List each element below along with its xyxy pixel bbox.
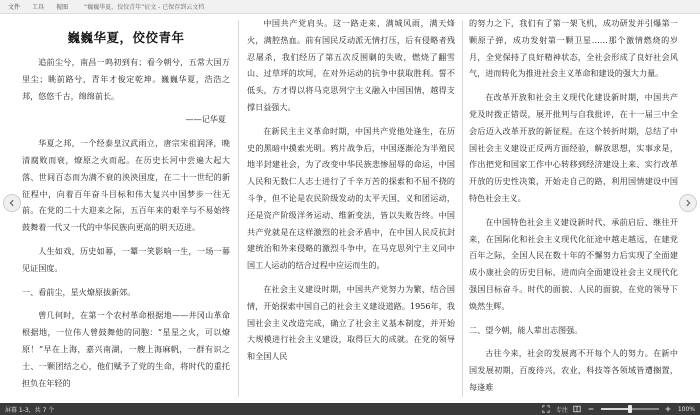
column-divider <box>238 20 239 397</box>
menu-view[interactable]: 视图 <box>56 4 69 11</box>
article-title: 巍巍华夏，佼佼青年 <box>67 30 185 45</box>
paragraph: 人生如戏，历史如幕，一颦一笑影响一生，一场一幕见证国度。 <box>22 245 230 273</box>
paragraph: 在改革开放和社会主义现代化建设新时期，中国共产党及时拨正错误，展开批判与自我批评，在十一届三中全会后迈入改革开放的新征程。在这个转折时期，总结了中国社会主义建设正反两方面经验，解放思想，实事求是，作出把党和国家工作中心转移到经济建设上来、实行改革开放的历史性决策，开始走自己的路，利用国情建设中国特色社会主义。 <box>469 92 678 203</box>
paragraph: 曾几何时，在第一个农村革命根据地——井冈山革命根据地，一位伟人曾鼓舞他的同胞：“星星之火，可以燎原！”早在上海，嘉兴南湖，一艘上海麻帆，一群有识之士、一颗团结之心，他们赋予了党的生命，将时代的重托担负在年轻的 <box>22 310 230 388</box>
status-bar <box>0 403 700 415</box>
chevron-right-icon <box>684 199 692 207</box>
next-page-button[interactable] <box>679 194 697 212</box>
page-layout-icon[interactable] <box>573 405 582 414</box>
paragraph: 追前尘兮，南昌一鸣初到有；看今朝兮，五常大国万里尘；眺前路兮，青年才俊定乾坤。巍巍华夏，浩浩之邦，悠悠千古，绵绵前长。 <box>22 57 230 101</box>
zoom-level[interactable]: 100% <box>677 405 695 413</box>
zoom-in-icon[interactable] <box>664 405 673 414</box>
zoom-slider-fill <box>601 408 630 410</box>
reading-area <box>0 14 700 403</box>
zoom-slider[interactable] <box>601 408 659 410</box>
document-title: “巍巍华夏，佼佼青年”征文 - 已保存到云文档 <box>84 4 205 11</box>
page-column-3 <box>469 14 678 403</box>
page-column-1 <box>22 14 230 403</box>
paragraph: 古往今来，社会的发展离不开每个人的努力。在新中国发展初期，百废待兴，农业，科技等各领域皆遭搁置，每逢难 <box>469 348 678 392</box>
paragraph: 在社会主义建设时期，中国共产党努力为繁，结合国情，开始探索中国自己的社会主义建设道路。1956年，我国社会主义改造完成，确立了社会主义基本制度，并开始大规模进行社会主义建设，取得巨大的成就。在党的领导和全国人民 <box>247 283 455 362</box>
zoom-out-icon[interactable] <box>587 405 596 414</box>
paragraph: 在新民主主义革命时期，中国共产党他处逢生，在历史的黑暗中摸索光明。鸦片战争后，中国逐渐沦为半殖民地半封建社会，为了改变中华民族悲惨屈辱的命运，中国人民和无数仁人志士进行了千辛万苦的探索和不屈不挠的斗争，但不论是农民阶级发动的太平天国、义和团运动，还是资产阶级洋务运动、维新变法，皆以失败告终。中国共产党就是在这样激烈的社会矛盾中，在中国人民反抗封建统治和外来侵略的激烈斗争中，在马克思列宁主义同中国工人运动的结合过程中应运而生的。 <box>247 125 455 271</box>
paragraph: 华夏之邦，一个经泰皇汉武雨立，唐宗宋祖润泽，晚清腐败而衰，燎原之火而起。在历史长河中尝遍大起大落、世间百态而为满不衰的泱泱国度，在二十一世纪的新征程中，向着百年奋斗目标和伟大复兴中国梦步一往无前。在党的二十大迎来之际，五百年来的艰辛与不易始终鼓舞着一代又一代的中华民族向更高的明天迈进。 <box>22 138 230 233</box>
previous-page-button[interactable] <box>3 194 21 212</box>
byline: ——记华夏 <box>185 114 226 125</box>
paragraph: 中国共产党肩头。这一路走来，满城风雨，满天烽火，满腔热血。前有国民反动派无情打压，后有侵略者残忍屠杀，我们经历了第五次反围剿的失败，燃烧了翻雪山、过草坪的坎坷，在对外运动的抗争中获取胜利。誓不低头，方才得以将马克思列宁主义融入中国国情，越得支撑日益强大。 <box>247 18 455 112</box>
paragraph: 在中国特色社会主义建设新时代，承前启后、继往开来，在国际化和社会主义现代化征途中越走越远，在建党百年之际，全国人民在数十年的不懈努力后实现了全面建成小康社会的历史目标，进而向全面建设社会主义现代化强国目标奋斗。时代的面貌、人民的面貌，在党的领导下焕然生辉。 <box>469 216 678 311</box>
menu-tools[interactable]: 工具 <box>32 4 45 11</box>
zoom-slider-handle[interactable] <box>628 405 632 413</box>
section-heading: 二、望今朝，能人辈出志图强。 <box>469 324 583 335</box>
section-heading: 一、看前尘，星火燎原拔新郊。 <box>22 286 136 297</box>
page-column-2 <box>247 14 455 403</box>
column-divider <box>462 20 463 397</box>
menu-file[interactable]: 文件 <box>8 4 21 11</box>
title-bar <box>0 0 700 14</box>
fullscreen-icon[interactable] <box>542 405 551 414</box>
paragraph: 的努力之下，我们有了第一架飞机，成功研发并引爆第一颗原子弹，成功发射第一颗卫星……那个激情燃烧的岁月，全党保持了良好精神状态，全社会形成了良好社会风气，进而转化为推进社会主义革命和建设的强大力量。 <box>469 18 678 79</box>
chevron-left-icon <box>8 199 16 207</box>
focus-mode-label[interactable]: 专注 <box>555 406 568 414</box>
page-indicator: 屏幕 1-3，共 7 个 <box>5 406 55 414</box>
